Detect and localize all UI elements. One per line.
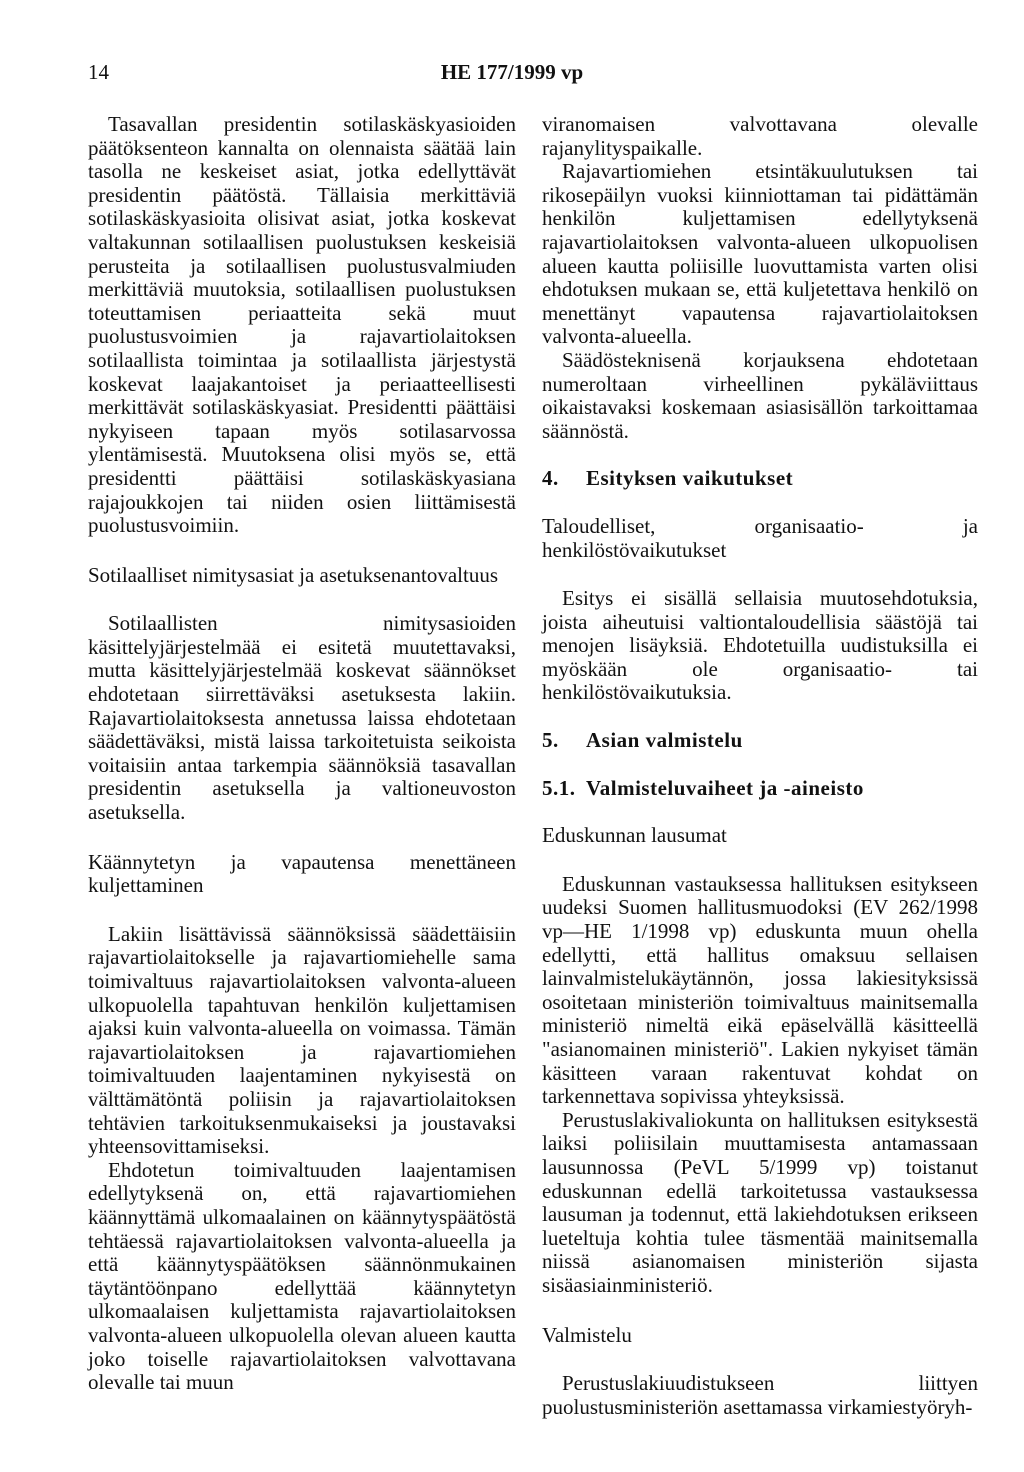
subheading: Eduskunnan lausumat bbox=[542, 823, 727, 848]
page-number: 14 bbox=[88, 60, 109, 84]
section-number: 5. bbox=[542, 728, 559, 753]
paragraph: Säädösteknisenä korjauksena ehdotetaan numeroltaan virheellinen pykäläviittaus oikaistavaksi koskemaan asiasisällön tarkoittamaa säännöstä. bbox=[542, 347, 978, 443]
paragraph: Lakiin lisättävissä säännöksissä säädettäisiin rajavartiolaitokselle ja rajavartiomiehelle sama toimivaltuus rajavartiolaitoksen valvonta-alueen ulkopuolella tapahtuvan henkilön kuljettamisen ajaksi kuin valvonta-alueella on voimassa. Tämän rajavartiolaitoksen ja rajavartiomiehen toimivaltuuden laajentaminen nykyisestä on välttämätöntä poliisin ja rajavartiolaitoksen tehtävien tarkoituksenmukaiseksi ja joustavaksi yhteensovittamiseksi. bbox=[88, 921, 516, 1159]
paragraph: Eduskunnan vastauksessa hallituksen esitykseen uudeksi Suomen hallitusmuodoksi (EV 262/1998 vp—HE 1/1998 vp) eduskunta muun ohella edellytti, että hallitus omaksuu sellaisen lainvalmistelukäytännön, jossa lakiesityksissä osoitetaan ministeriön toimivaltuus mainitsemalla ministeriö nimeltä eikä epäselvällä käsitteellä "asianomainen ministeriö". Lakien nykyiset tämän käsitteen varaan rakentuvat kohdat on tarkennettava sopivissa yhteyksissä. bbox=[542, 871, 978, 1109]
paragraph: Perustuslakivaliokunta on hallituksen esityksestä laiksi poliisilain muuttamisesta antamassaan lausunnossa (PeVL 5/1999 vp) toistanut eduskunnan edellä tarkoitetussa vastauksessa lausuman ja todennut, että lakiehdotuksen erikseen lueteltuja kohtia tulee täsmentää mainitsemalla niissä asianomaisen ministeriön sijasta sisäasiainministeriö. bbox=[542, 1107, 978, 1297]
section-number: 5.1. bbox=[542, 775, 576, 800]
paragraph: Esitys ei sisällä sellaisia muutosehdotuksia, joista aiheutuisi valtiontaloudellisia säästöjä tai menojen lisäyksiä. Ehdotetuilla uudistuksilla ei myöskään ole organisaatio- tai henkilöstövaikutuksia. bbox=[542, 586, 978, 705]
section-heading bbox=[542, 467, 978, 491]
paragraph: Tasavallan presidentin sotilaskäskyasioiden päätöksenteon kannalta on olennaista säätää lain tasolla ne keskeiset asiat, jotka edellyttävät presidentin päätöstä. Tällaisia merkittäviä sotilaskäskyasioita olisivat asiat, jotka koskevat valtakunnan sotilaallisen puolustuksen keskeisiä perusteita ja sotilaallisen puolustusvalmiuden merkittäviä muutoksia, sotilaallisen puolustuksen toteuttamisen periaatteita sekä muut puolustusvoimien ja rajavartiolaitoksen sotilaallista toimintaa ja sotilaallista järjestystä koskevat laajakantoiset ja periaatteellisesti merkittävät sotilaskäskyasiat. Presidentti päättäisi nykyiseen tapaan myös sotilasarvossa ylentämisestä. Muutoksena olisi myös se, että presidentti päättäisi sotilaskäskyasiana rajajoukkojen tai niiden osien liittämisestä puolustusvoimiin. bbox=[88, 112, 516, 538]
paragraph: Perustuslakiuudistukseen liittyen puolustusministeriön asettamassa virkamiestyöryh- bbox=[542, 1371, 978, 1419]
subheading: Sotilaalliset nimitysasiat ja asetuksenantovaltuus bbox=[88, 562, 499, 587]
paragraph: Rajavartiomiehen etsintäkuulutuksen tai rikosepäilyn vuoksi kiinniottaman tai pidättämän henkilön kuljettamisen edellytyksenä rajavartiolaitoksen valvonta-alueen ulkopuolisen alueen kautta poliisille luovuttamista varten olisi ehdotuksen mukaan se, että kuljetettava henkilö on menettänyt vapautensa rajavartiolaitoksen valvonta-alueella. bbox=[542, 159, 978, 349]
section-heading bbox=[542, 729, 978, 753]
left-column bbox=[88, 113, 516, 1395]
section-title: Esityksen vaikutukset bbox=[586, 466, 794, 491]
paragraph: viranomaisen valvottavana olevalle rajanylityspaikalle. bbox=[542, 112, 978, 160]
document-id: HE 177/1999 vp bbox=[440, 60, 584, 84]
section-heading bbox=[542, 777, 978, 801]
section-number: 4. bbox=[542, 466, 559, 491]
section-title: Asian valmistelu bbox=[586, 728, 743, 753]
page-header bbox=[0, 60, 1024, 90]
paragraph: Sotilaallisten nimitysasioiden käsittelyjärjestelmää ei esitetä muutettavaksi, mutta käsittelyjärjestelmää koskevat säännökset ehdotetaan siirrettäväksi asetuksesta lakiin. Rajavartiolaitoksesta annetussa laissa ehdotetaan säädettäväksi, mistä laissa tarkoitetuista seikoista voitaisiin antaa tarkempia säännöksiä tasavallan presidentin asetuksella ja valtioneuvoston asetuksella. bbox=[88, 611, 516, 825]
section-title: Valmisteluvaiheet ja -aineisto bbox=[586, 775, 864, 800]
subheading: Taloudelliset, organisaatio- ja henkilöstövaikutukset bbox=[542, 513, 978, 562]
subheading: Käännytetyn ja vapautensa menettäneen kuljettaminen bbox=[88, 849, 516, 898]
subheading: Valmistelu bbox=[542, 1322, 632, 1347]
paragraph: Ehdotetun toimivaltuuden laajentamisen edellytyksenä on, että rajavartiomiehen käännyttämä ulkomaalainen on käännytyspäätöstä tehtäessä rajavartiolaitoksen valvonta-alueella ja että käännytyspäätöksen säännönmukainen täytäntöönpano edellyttää käännytetyn ulkomaalaisen kuljettamista rajavartiolaitoksen valvonta-alueen ulkopuolella olevan alueen kautta joko toiselle rajavartiolaitoksen valvottavana olevalle tai muun bbox=[88, 1157, 516, 1395]
right-column bbox=[542, 113, 978, 1419]
